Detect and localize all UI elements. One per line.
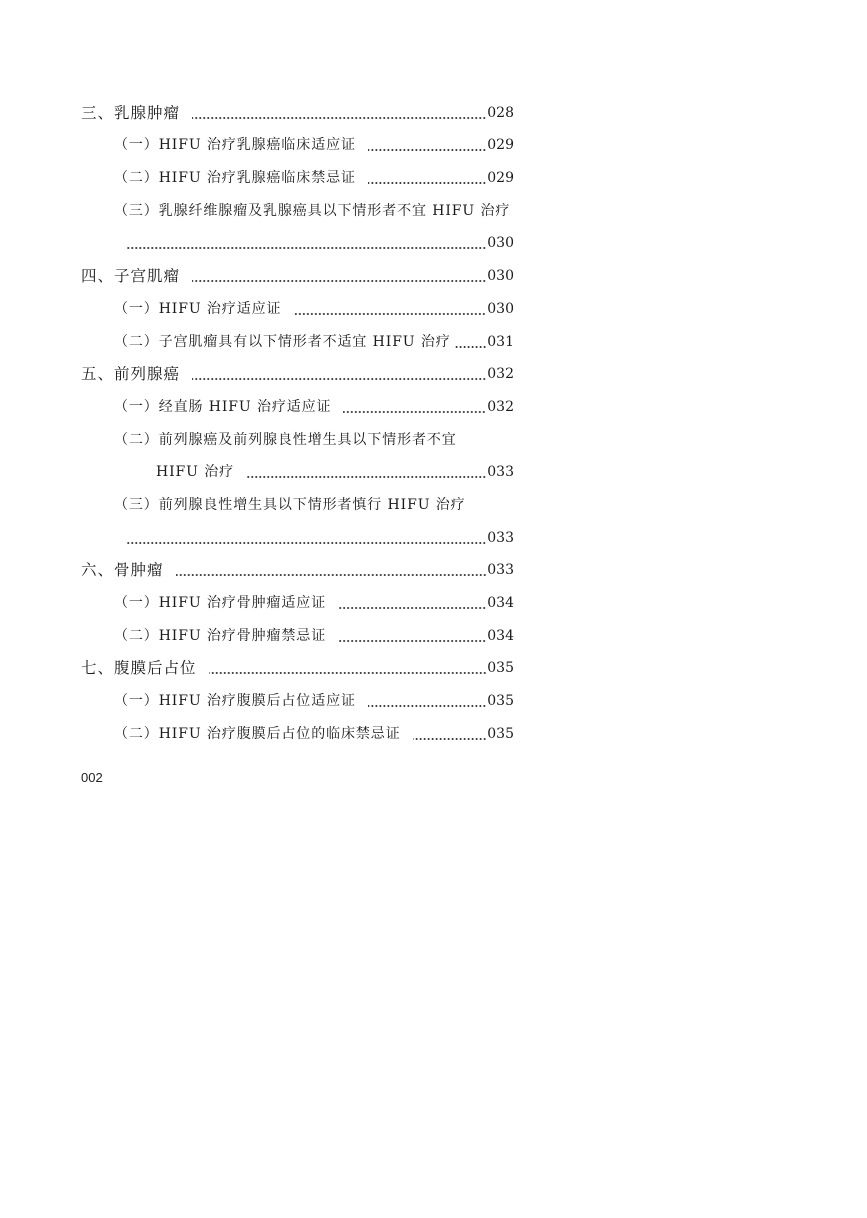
toc-entry-title: （一）HIFU 治疗乳腺癌临床适应证 [114, 137, 356, 154]
toc-entry[interactable] [81, 554, 514, 587]
toc-entry-title: 五、前列腺癌 [81, 365, 181, 384]
toc-entry[interactable] [81, 292, 514, 325]
toc-entry-page: 029 [487, 170, 514, 187]
toc-entry-page: 032 [487, 398, 514, 415]
toc-entry-page: 035 [487, 660, 514, 677]
toc-entry[interactable] [81, 390, 514, 423]
toc-entry[interactable] [81, 423, 514, 456]
toc-entry[interactable] [81, 652, 514, 685]
dot-leader [192, 280, 486, 282]
toc-entry-page: 033 [487, 562, 514, 579]
dot-leader [126, 247, 486, 249]
toc-entry[interactable] [81, 717, 514, 750]
toc-entry-title: HIFU 治疗 [156, 464, 235, 481]
toc-entry[interactable] [81, 259, 514, 292]
toc-entry-title: （二）前列腺癌及前列腺良性增生具以下情形者不宜 [114, 431, 457, 448]
toc-entry[interactable] [81, 488, 514, 521]
dot-leader [192, 378, 486, 380]
toc-entry-title: （二）HIFU 治疗腹膜后占位的临床禁忌证 [114, 725, 401, 742]
toc-entry-title: 四、子宫肌瘤 [81, 267, 181, 286]
toc-entry[interactable] [81, 619, 514, 652]
toc-entry-page: 030 [487, 235, 514, 252]
dot-leader [126, 542, 486, 544]
toc-entry[interactable] [81, 325, 514, 358]
toc-entry[interactable] [81, 358, 514, 391]
dot-leader [343, 411, 486, 413]
toc-entry-title: （二）HIFU 治疗乳腺癌临床禁忌证 [114, 170, 356, 187]
toc-entry[interactable] [81, 194, 514, 227]
dot-leader [338, 640, 486, 642]
dot-leader [413, 738, 487, 740]
toc-entry-title: 三、乳腺肿瘤 [81, 103, 181, 122]
toc-entry[interactable] [81, 161, 514, 194]
dot-leader [246, 476, 486, 478]
toc-entry-title: （二）HIFU 治疗骨肿瘤禁忌证 [114, 627, 327, 644]
toc-entry-title: （二）子宫肌瘤具有以下情形者不适宜 HIFU 治疗 [114, 333, 451, 350]
toc-entry[interactable] [81, 586, 514, 619]
toc-entry-title: 六、骨肿瘤 [81, 561, 164, 580]
page-number: 002 [81, 770, 103, 785]
toc-entry-page: 035 [487, 693, 514, 710]
dot-leader [209, 672, 487, 674]
toc-entry-continuation[interactable] [81, 521, 514, 554]
toc-entry-title: （一）HIFU 治疗骨肿瘤适应证 [114, 595, 327, 611]
toc-entry-page: 033 [487, 464, 514, 481]
dot-leader [455, 346, 487, 348]
toc-entry-page: 030 [487, 300, 514, 317]
toc-entry-title: （三）乳腺纤维腺瘤及乳腺癌具以下情形者不宜 HIFU 治疗 [114, 202, 511, 219]
toc-entry[interactable] [81, 129, 514, 162]
dot-leader [176, 574, 487, 576]
toc-entry-page: 032 [487, 366, 514, 383]
dot-leader [192, 117, 486, 119]
toc-entry-title: 七、腹膜后占位 [81, 659, 197, 678]
dot-leader [293, 313, 486, 315]
toc-entry-page: 031 [487, 333, 514, 350]
table-of-contents [81, 96, 514, 750]
toc-entry-page: 034 [487, 595, 514, 611]
toc-entry-page: 035 [487, 725, 514, 742]
toc-entry-page: 028 [487, 104, 514, 121]
toc-entry-title: （三）前列腺良性增生具以下情形者慎行 HIFU 治疗 [114, 496, 466, 513]
toc-entry-title: （一）经直肠 HIFU 治疗适应证 [114, 398, 332, 415]
toc-entry-page: 033 [487, 529, 514, 546]
toc-entry-page: 029 [487, 137, 514, 154]
toc-entry[interactable] [81, 684, 514, 717]
toc-entry-title: （一）HIFU 治疗腹膜后占位适应证 [114, 693, 356, 710]
toc-entry-page: 030 [487, 268, 514, 285]
toc-entry-title: （一）HIFU 治疗适应证 [114, 300, 282, 317]
dot-leader [368, 149, 486, 151]
dot-leader [338, 607, 486, 609]
dot-leader [368, 182, 486, 184]
toc-entry-page: 034 [487, 627, 514, 644]
toc-entry-continuation[interactable] [81, 227, 514, 260]
toc-entry[interactable] [81, 96, 514, 129]
dot-leader [368, 705, 486, 707]
toc-entry-continuation[interactable] [81, 456, 514, 489]
